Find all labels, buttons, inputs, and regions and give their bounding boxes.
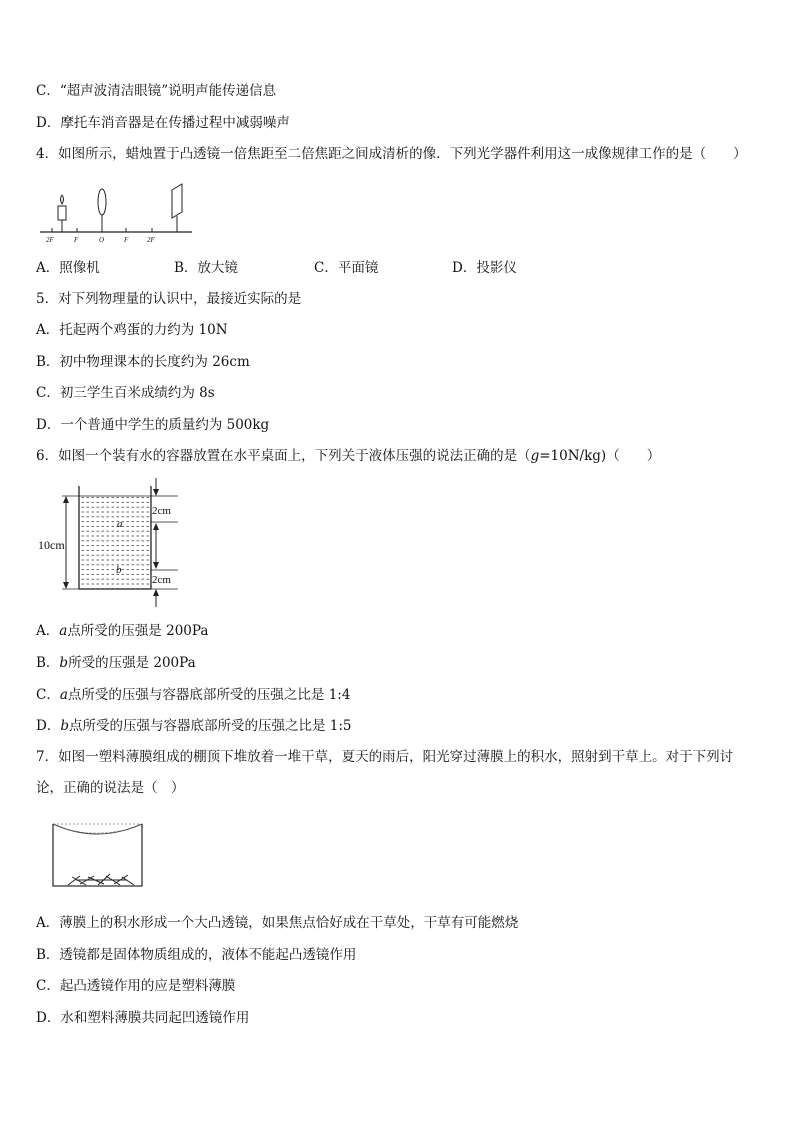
- q5-option-d: D．一个普通中学生的质量约为 500kg: [36, 417, 270, 433]
- q6-bottom-label: 2cm: [152, 574, 171, 586]
- hay-pile-icon: [68, 874, 134, 885]
- q5-option-b: B．初中物理课本的长度约为 26cm: [36, 354, 250, 370]
- q6-option-c: [36, 686, 350, 704]
- q7-option-a: A．薄膜上的积水形成一个大凸透镜，如果焦点恰好成在干草处，干草有可能燃烧: [36, 915, 519, 931]
- q6-point-b: b: [116, 564, 122, 576]
- q6-height-label: 10cm: [38, 538, 65, 552]
- q6-option-b-text: 所受的压强是 200Pa: [68, 655, 196, 671]
- label-f-right: F: [124, 236, 129, 244]
- label-f-left: F: [74, 236, 79, 244]
- q6-option-d: [36, 717, 352, 735]
- q6-water-container-figure: [36, 476, 186, 611]
- candle-icon: [58, 195, 66, 232]
- q6-option-b-var: b: [59, 655, 69, 671]
- q6-option-c-prefix: C．: [36, 687, 60, 703]
- q6-option-a-var: a: [59, 623, 68, 639]
- q5-stem: 5．对下列物理量的认识中，最接近实际的是: [36, 291, 302, 307]
- q4-options: [36, 259, 517, 277]
- label-o: O: [99, 236, 105, 244]
- q4-stem: 4．如图所示，蜡烛置于凸透镜一倍焦距至二倍焦距之间成清析的像．下列光学器件利用这一成像规律工作的是（ ）: [36, 146, 747, 162]
- q4-option-b: B．放大镜: [174, 260, 238, 276]
- q7-greenhouse-figure: [52, 822, 144, 888]
- q6-option-b-prefix: B．: [36, 655, 60, 671]
- screen-icon: [172, 184, 182, 232]
- q4-option-d: D．投影仪: [452, 260, 517, 276]
- q6-top-label: 2cm: [152, 505, 171, 517]
- q6-stem: [36, 447, 660, 465]
- q7-option-c: C．起凸透镜作用的应是塑料薄膜: [36, 978, 236, 994]
- q7-option-b: B．透镜都是固体物质组成的，液体不能起凸透镜作用: [36, 947, 357, 963]
- q5-option-c: C．初三学生百米成绩约为 8s: [36, 385, 215, 401]
- q4-option-a: A．照像机: [36, 260, 100, 276]
- q6-stem-post: =10N/kg)（ ）: [539, 448, 661, 464]
- q6-option-c-var: a: [59, 687, 68, 703]
- q5-option-a: A．托起两个鸡蛋的力约为 10N: [36, 322, 228, 338]
- q4-option-c: C．平面镜: [314, 260, 379, 276]
- q7-stem-line1: 7．如图一塑料薄膜组成的棚顶下堆放着一堆干草，夏天的雨后，阳光穿过薄膜上的积水，照射到干草上。对于下列讨: [36, 749, 734, 765]
- label-2f-left: 2F: [46, 236, 54, 244]
- q3-option-c: C．“超声波清洁眼镜”说明声能传递信息: [36, 83, 277, 99]
- label-2f-right: 2F: [147, 236, 155, 244]
- convex-lens-icon: [98, 189, 106, 232]
- q6-option-d-prefix: D．: [36, 718, 61, 734]
- q6-option-a-text: 点所受的压强是 200Pa: [67, 623, 209, 639]
- q7-stem-line2: 论，正确的说法是（ ）: [36, 780, 185, 796]
- q3-option-d: D．摩托车消音器是在传播过程中减弱噪声: [36, 115, 290, 131]
- q6-option-d-text: 点所受的压强与容器底部所受的压强之比是 1:5: [68, 718, 352, 734]
- q6-point-a: a: [117, 518, 123, 530]
- q6-option-c-text: 点所受的压强与容器底部所受的压强之比是 1:4: [67, 687, 351, 703]
- q6-stem-g: g: [530, 448, 540, 464]
- q7-option-d: D．水和塑料薄膜共同起凹透镜作用: [36, 1010, 250, 1026]
- q6-option-d-var: b: [60, 718, 69, 734]
- q4-optical-bench-figure: [40, 180, 200, 250]
- q6-option-a: [36, 622, 208, 640]
- q6-option-a-prefix: A．: [36, 623, 60, 639]
- q6-stem-pre: 6．如图一个装有水的容器放置在水平桌面上，下列关于液体压强的说法正确的是（: [36, 448, 531, 464]
- q6-option-b: [36, 654, 196, 672]
